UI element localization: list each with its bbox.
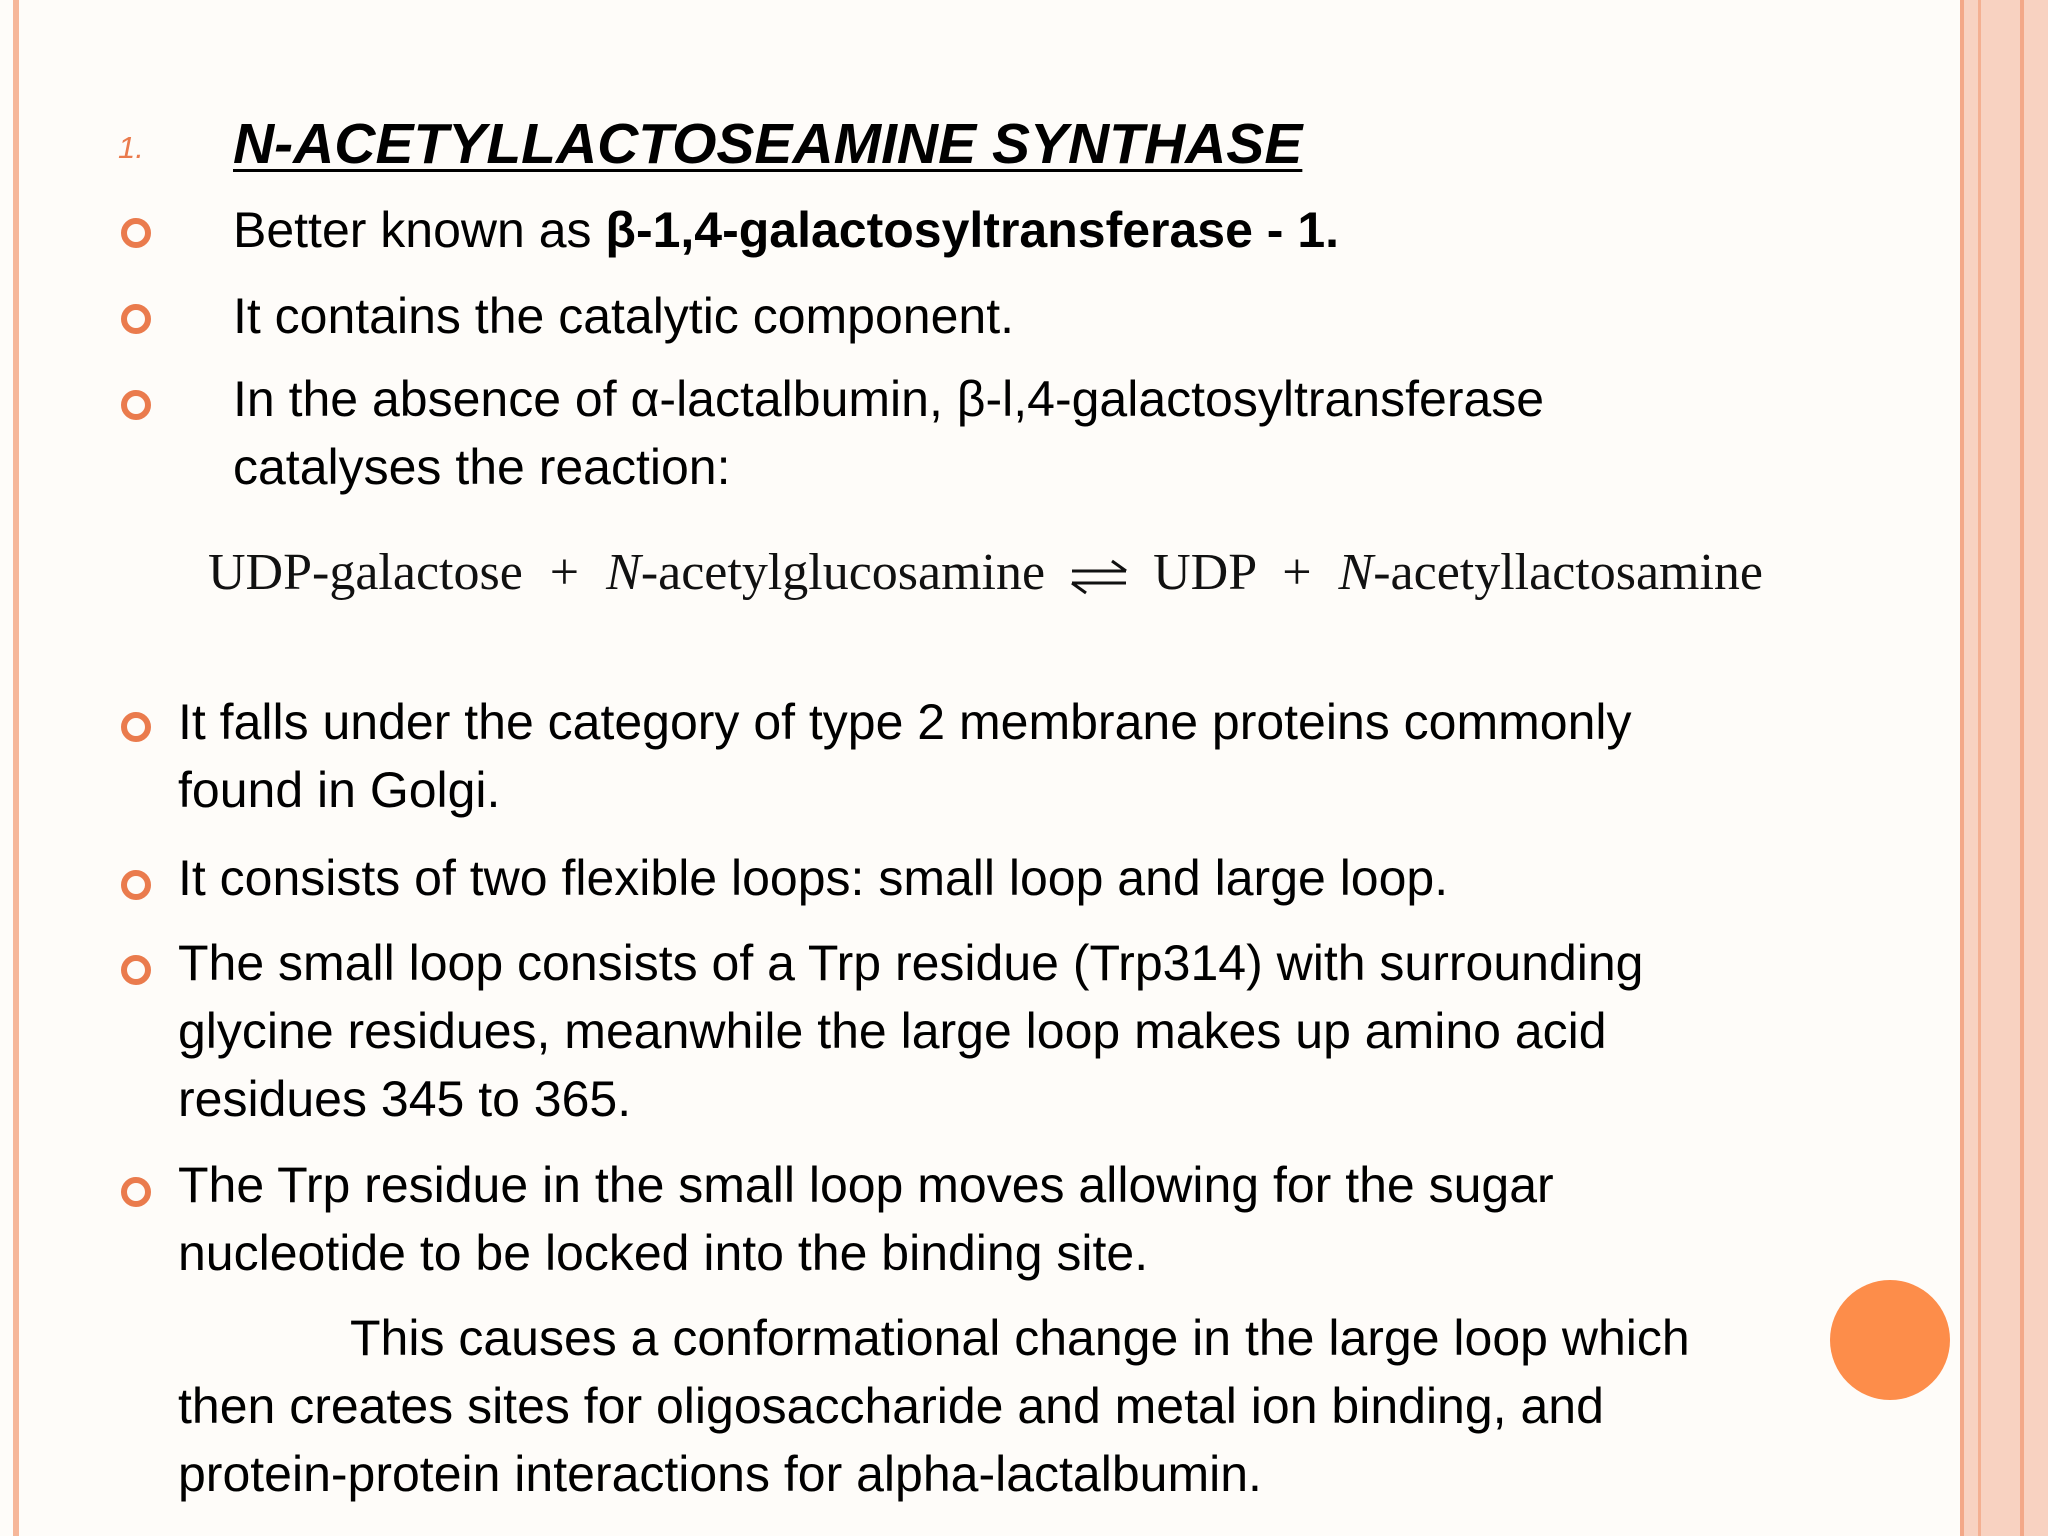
bullet-text [178,1151,1554,1287]
bullet-icon [121,712,151,742]
paragraph-line: protein-protein interactions for alpha-lactalbumin. [178,1446,1262,1502]
bullet-icon [121,218,151,248]
enzyme-name: β-1,4-galactosyltransferase - 1. [605,202,1340,258]
reactant-acetylglucosamine: -acetylglucosamine [640,544,1046,601]
bullet-line: In the absence of α-lactalbumin, β-l,4-galactosyltransferase [233,371,1545,427]
paragraph-line: This causes a conformational change in the large loop which [350,1310,1690,1366]
bullet-line: It falls under the category of type 2 membrane proteins commonly [178,694,1632,750]
paragraph-line: then creates sites for oligosaccharide and metal ion binding, and [178,1378,1604,1434]
equilibrium-arrow-icon [1068,557,1130,597]
plus-sign: + [549,544,580,601]
bullet-text: It contains the catalytic component. [233,288,1014,344]
bullet-icon [121,304,151,334]
bullet-line: glycine residues, meanwhile the large loop makes up amino acid [178,1003,1607,1059]
bullet-line: found in Golgi. [178,762,501,818]
bullet-line: The Trp residue in the small loop moves allowing for the sugar [178,1157,1554,1213]
paragraph-text [178,1304,1690,1508]
bullet-line: It consists of two flexible loops: small loop and large loop. [178,850,1449,906]
product-acetyllactosamine: -acetyllactosamine [1373,544,1764,601]
reactant-udp-galactose: UDP-galactose [208,544,523,601]
bullet-line: The small loop consists of a Trp residue (Trp314) with surrounding [178,935,1644,991]
bullet-text [178,844,1448,912]
bullet-text [178,688,1632,824]
bullet-icon [121,390,151,420]
band-stripe [1978,0,1981,1536]
bullet-text [233,196,1339,264]
bullet-line: nucleotide to be locked into the binding site. [178,1225,1149,1281]
band-edge-line [1960,0,1964,1536]
n-italic: N [1338,544,1374,601]
bullet-icon [121,1177,151,1207]
n-italic: N [606,544,641,601]
bullet-line: catalyses the reaction: [233,439,731,495]
bullet-line: residues 345 to 365. [178,1071,632,1127]
bullet-icon [121,870,151,900]
bullet-icon [121,955,151,985]
bullet-text-prefix: Better known as [233,202,606,258]
plus-sign: + [1282,544,1312,601]
slide-heading: N-ACETYLLACTOSEAMINE SYNTHASE [233,112,1303,176]
list-number: 1. [118,130,144,165]
bullet-text [178,929,1643,1133]
band-stripe [2020,0,2024,1536]
product-udp: UDP [1153,544,1256,601]
reaction-equation [208,543,1763,603]
bullet-text [233,365,1544,501]
right-decorative-band [1960,0,2048,1536]
